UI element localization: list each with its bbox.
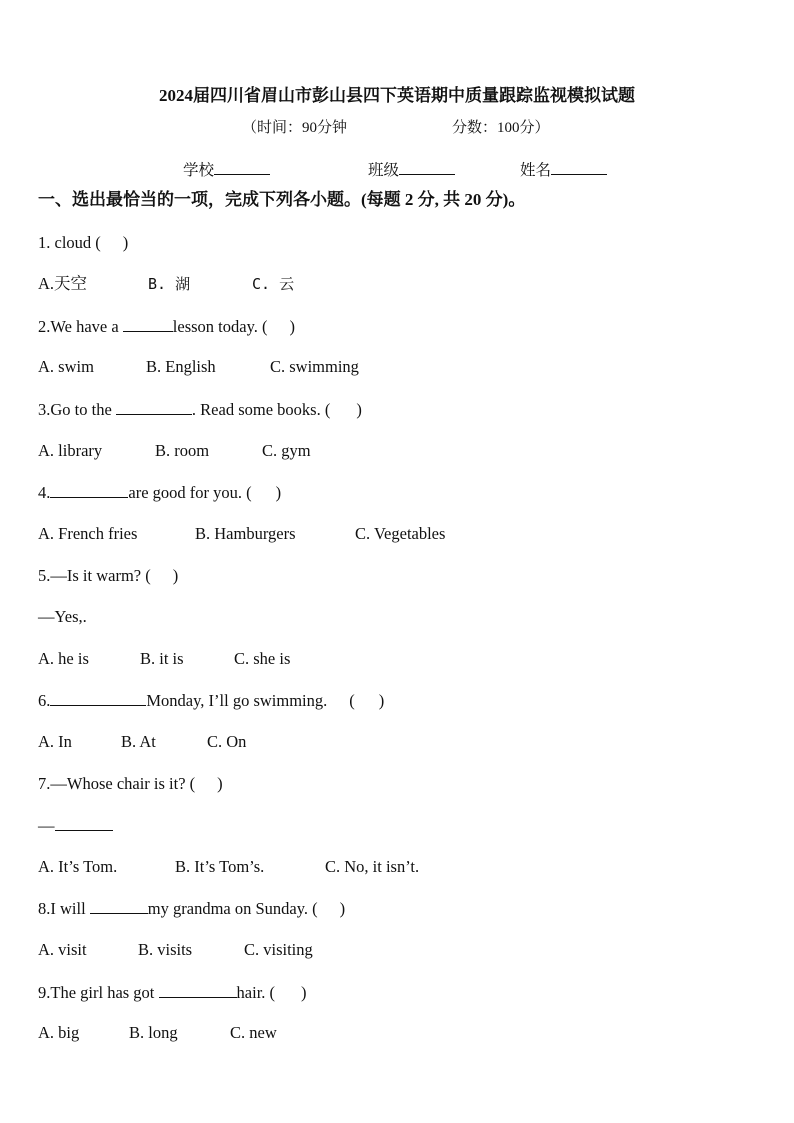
- question-text: are good for you. (: [128, 483, 252, 502]
- class-label: 班级: [368, 162, 400, 179]
- question-text: 3.Go to the: [38, 400, 116, 419]
- question-4: [38, 482, 281, 503]
- option-b: B. long: [129, 1023, 178, 1042]
- question-text: 6.: [38, 691, 51, 710]
- question-6: [38, 690, 384, 711]
- option-a: A. swim: [38, 357, 94, 376]
- question-8: [38, 898, 345, 919]
- answer-paren: ): [356, 400, 362, 419]
- option-c: C. Vegetables: [355, 524, 446, 543]
- question-text: 1. cloud (: [38, 233, 101, 252]
- school-label: 学校: [183, 162, 215, 179]
- exam-time: （时间：90分钟: [242, 120, 348, 136]
- answer-paren: ): [217, 774, 223, 793]
- question-text: —: [38, 816, 55, 835]
- option-c: C. 云: [252, 275, 295, 293]
- option-a: A. library: [38, 441, 103, 460]
- option-c: C. new: [230, 1023, 277, 1042]
- question-text: my grandma on Sunday. (: [147, 899, 318, 918]
- option-c: C. No, it isn’t.: [325, 857, 420, 876]
- option-b: B. English: [146, 357, 216, 376]
- option-a: A. visit: [38, 940, 87, 959]
- answer-paren: ): [172, 566, 179, 585]
- question-5: [38, 566, 178, 586]
- option-c: C. she is: [234, 649, 291, 668]
- question-text: 5.—Is it warm? (: [38, 566, 151, 585]
- question-1: [38, 233, 128, 253]
- class-field: [368, 159, 455, 181]
- option-b: B. it is: [140, 649, 184, 668]
- exam-score: 分数：100分）: [452, 120, 550, 136]
- answer-blank: [116, 399, 192, 415]
- question-7-reply: [38, 815, 113, 836]
- option-a: A. It’s Tom.: [38, 857, 118, 876]
- option-a: A. big: [38, 1023, 80, 1042]
- answer-paren: ): [275, 483, 282, 502]
- name-blank: [551, 159, 607, 175]
- answer-blank: [90, 898, 148, 914]
- question-text: hair. (: [236, 983, 276, 1002]
- option-c: C. swimming: [270, 357, 359, 376]
- question-9: [38, 982, 307, 1003]
- question-text: 4.: [38, 483, 51, 502]
- answer-blank: [50, 690, 146, 706]
- option-b: B. room: [155, 441, 210, 460]
- option-a: A. he is: [38, 649, 89, 668]
- option-b: B. Hamburgers: [195, 524, 296, 543]
- question-text: 8.I will: [38, 899, 90, 918]
- answer-blank: [55, 815, 113, 831]
- class-blank: [399, 159, 455, 175]
- answer-paren: (: [349, 691, 355, 710]
- answer-paren: ): [122, 233, 129, 252]
- question-text: lesson today. (: [172, 317, 268, 336]
- option-b: B. At: [121, 732, 156, 751]
- question-text: . Read some books. (: [191, 400, 331, 419]
- question-text: 9.The girl has got: [38, 983, 159, 1002]
- answer-paren: ): [339, 899, 346, 918]
- question-text: 2.We have a: [38, 317, 123, 336]
- name-label: 姓名: [520, 162, 552, 179]
- option-a: A. French fries: [38, 524, 138, 543]
- section-heading: 一、选出最恰当的一项，完成下列各小题。(每题 2 分, 共 20 分)。: [38, 190, 526, 209]
- question-text: Monday, I’ll go swimming.: [146, 691, 328, 710]
- answer-blank: [123, 316, 173, 332]
- question-2: [38, 316, 295, 337]
- question-7: [38, 774, 223, 794]
- exam-title: 2024届四川省眉山市彭山县四下英语期中质量跟踪监视模拟试题: [159, 86, 635, 105]
- option-b: B. It’s Tom’s.: [175, 857, 265, 876]
- answer-paren: ): [301, 983, 307, 1002]
- school-field: [183, 159, 270, 181]
- option-c: C. gym: [262, 441, 311, 460]
- option-c: C. visiting: [244, 940, 313, 959]
- name-field: [520, 159, 607, 181]
- answer-blank: [50, 482, 128, 498]
- option-a: A. In: [38, 732, 72, 751]
- answer-blank: [159, 982, 237, 998]
- answer-paren: ): [378, 691, 385, 710]
- option-a: A.天空: [38, 274, 88, 293]
- school-blank: [214, 159, 270, 175]
- option-b: B. visits: [138, 940, 193, 959]
- answer-paren: ): [289, 317, 296, 336]
- question-5-reply: —Yes,.: [38, 607, 87, 626]
- question-3: [38, 399, 362, 420]
- question-text: 7.—Whose chair is it? (: [38, 774, 196, 793]
- option-c: C. On: [207, 732, 247, 751]
- option-b: B. 湖: [148, 275, 191, 293]
